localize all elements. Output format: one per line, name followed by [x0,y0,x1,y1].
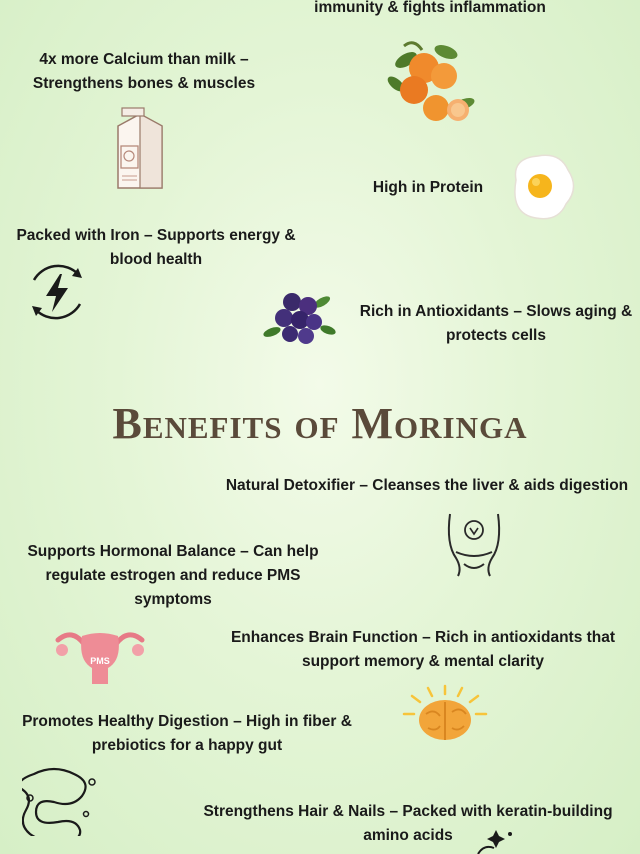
benefit-line: symptoms [134,591,212,608]
benefit-line: regulate estrogen and reduce PMS [45,567,301,584]
sparkle-hair-icon [474,828,518,854]
benefit-line: High in Protein [372,179,484,196]
energy-bolt-icon [22,260,92,326]
benefit-line: Supports Hormonal Balance – Can help [27,543,319,560]
benefit-line: Promotes Healthy Digestion – High in fiber & [22,713,352,730]
benefit-digestion-text [6,710,368,758]
benefit-calcium-text [14,48,274,96]
benefit-line: amino acids [363,827,453,844]
benefit-hair-text [190,800,626,848]
fried-egg-icon [506,150,578,224]
milk-carton-icon [108,106,172,192]
benefit-line: blood health [109,251,203,268]
uterus-icon [54,626,146,688]
benefit-line: Natural Detoxifier – Cleanses the liver & aids digestion [225,477,629,494]
benefit-line: protects cells [446,327,546,344]
berries-icon [262,288,336,348]
benefit-immunity-text [300,0,560,20]
brain-icon [400,684,490,744]
intestine-icon [22,764,102,836]
benefit-line: 4x more Calcium than milk – [39,51,249,68]
benefit-protein-text [348,176,508,200]
benefit-line: Packed with Iron – Supports energy & [16,227,296,244]
benefit-line: immunity & fights inflammation [314,0,546,16]
benefit-line: Strengthens bones & muscles [32,75,256,92]
benefit-detox-text [214,474,640,498]
benefit-line: prebiotics for a happy gut [91,737,283,754]
benefit-line: support memory & mental clarity [301,653,545,670]
benefit-antioxidants-text [352,300,640,348]
benefit-line: Strengthens Hair & Nails – Packed with keratin-building [203,803,613,820]
benefit-line: Rich in Antioxidants – Slows aging & [359,303,633,320]
page-title: Benefits of Moringa [112,399,528,448]
benefit-brain-text [222,626,624,674]
pms-badge: PMS [90,656,110,666]
oranges-icon [384,34,480,126]
benefit-hormonal-text [20,540,326,612]
benefit-line: Enhances Brain Function – Rich in antioxidants that [230,629,616,646]
abdomen-icon [440,512,508,578]
